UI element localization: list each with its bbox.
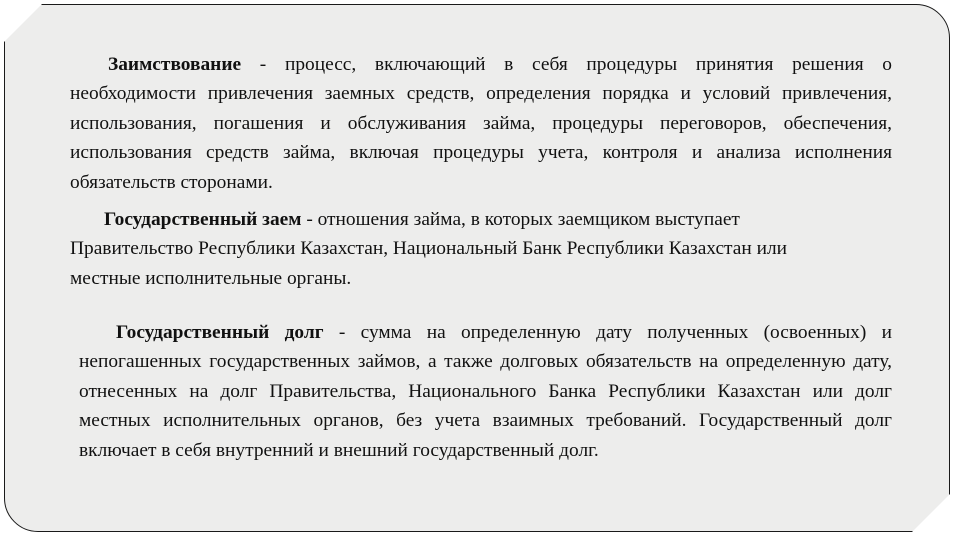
definition-borrowing: - процесс, включающий в себя процедуры принятия решения о необходимости привлечения заемных средств, определения порядка и условий привлечения, использования, погашения и обслуживания займа, процедуры переговоров, обеспечения, использования средств займа, включая процедуры учета, контроля и анализа исполнения обязательств сторонами. (70, 54, 892, 193)
definition-state-debt: - сумма на определенную дату полученных (освоенных) и непогашенных государственных займов, а также долговых обязательств на определенную дату, отнесенных на долг Правительства, Национального Банка Республики Казахстан или долг местных исполнительных органов, без учета взаимных требований. Государственный долг включает в себя внутренний и внешний государственный долг. (79, 322, 892, 461)
frame-corner-top-left (3, 3, 43, 43)
term-state-loan: Государственный заем (104, 209, 302, 230)
frame-corner-bottom-right (911, 493, 951, 533)
definition-state-loan: - отношения займа, в которых заемщиком выступает Правительство Республики Казахстан, Национальный Банк Республики Казахстан или местные исполнительные органы. (70, 209, 788, 289)
term-borrowing: Заимствование (108, 54, 242, 75)
term-state-debt: Государственный долг (116, 322, 324, 343)
paragraph-state-debt (79, 318, 892, 465)
paragraph-state-loan (70, 205, 810, 293)
paragraph-borrowing (70, 50, 892, 197)
